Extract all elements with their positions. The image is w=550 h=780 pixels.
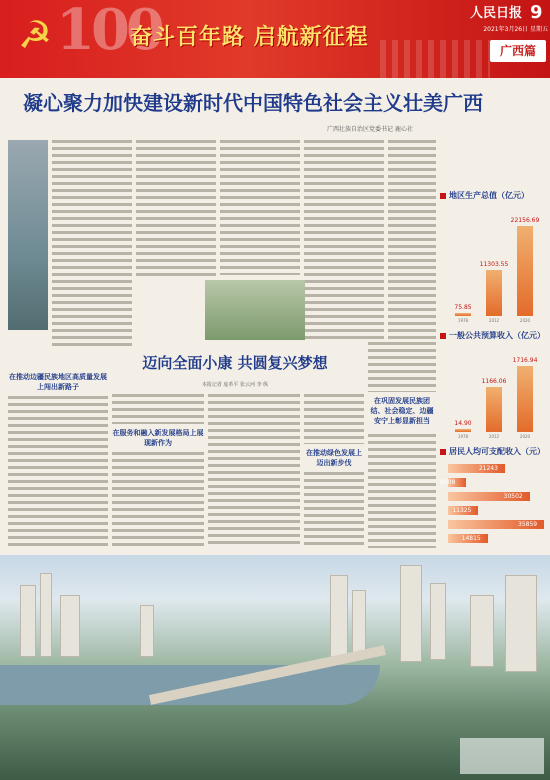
income-value-label: 30502 [503, 493, 523, 500]
building [140, 605, 154, 657]
article-column [368, 434, 436, 548]
article-column [220, 140, 300, 275]
article-column [208, 394, 300, 544]
bullet-icon [440, 193, 446, 199]
bar-category-label: 2020 [519, 318, 531, 323]
article-column [136, 140, 216, 280]
bar-category-label: 2012 [488, 434, 500, 439]
bar-value-label: 11303.55 [479, 261, 509, 269]
building [470, 595, 494, 667]
section-title: 迈向全面小康 共圆复兴梦想 [142, 354, 328, 372]
section-subhead-right: 在巩固发展民族团结、社会稳定、边疆安宁上彰显新担当 [370, 397, 434, 425]
building [60, 595, 80, 657]
chart-income [440, 462, 548, 554]
building [400, 565, 422, 662]
section-subhead-middle1: 在服务和融入新发展格局上展现新作为 [112, 429, 204, 447]
stat-label-revenue [440, 330, 548, 344]
left-photo [8, 140, 48, 330]
building [505, 575, 537, 672]
chart-bar [486, 387, 502, 432]
article-column [304, 472, 364, 548]
stat-label-text: 地区生产总值（亿元） [449, 191, 529, 200]
article-column [368, 342, 436, 392]
section-subhead-middle2: 在推动绿色发展上迈出新步伐 [306, 449, 362, 467]
hammer-sickle-icon: ☭ [17, 13, 53, 57]
article-photo [205, 280, 305, 340]
bar-value-label: 1716.94 [512, 357, 538, 364]
river [0, 665, 380, 705]
chart-bar [517, 366, 533, 432]
bar-category-label: 1978 [457, 434, 469, 439]
article-column [388, 140, 436, 340]
article-column [112, 452, 204, 548]
stat-label-income [440, 446, 548, 460]
building [40, 573, 52, 657]
paper-name: 人民日报 [470, 6, 523, 21]
section-byline: 本报记者 庞革平 张云河 李 纵 [201, 382, 269, 388]
bar-value-label: 22156.69 [510, 217, 540, 224]
building [20, 585, 36, 657]
article-column [304, 394, 364, 444]
chart-gdp [440, 206, 548, 326]
income-value-label: 35859 [518, 521, 538, 528]
stat-label-text: 一般公共预算收入（亿元） [449, 331, 545, 340]
bar-value-label: 75.85 [454, 304, 472, 311]
income-value-label: 14815 [461, 535, 481, 542]
chart-bar [517, 226, 533, 316]
bullet-icon [440, 333, 446, 339]
chart-revenue [440, 346, 548, 442]
bar-category-label: 2020 [519, 434, 531, 439]
bullet-icon [440, 449, 446, 455]
section-subhead-left: 在推动边疆民族地区高质量发展上闯出新路子 [9, 373, 107, 391]
article-column [304, 140, 384, 340]
chart-bar [455, 313, 471, 316]
income-value-label: 11325 [452, 507, 472, 514]
bar-value-label: 1166.06 [481, 378, 507, 386]
chart-bar [486, 270, 502, 316]
date-line: 2021年3月26日 星期五 [483, 26, 548, 33]
article-byline: 广西壮族自治区党委书记 鹿心社 [327, 126, 413, 133]
photo-credits [460, 738, 544, 774]
article-column [52, 140, 132, 350]
section-name: 广西篇 [490, 40, 546, 62]
building [430, 583, 446, 660]
building [352, 590, 366, 657]
main-headline: 凝心聚力加快建设新时代中国特色社会主义壮美广西 [23, 91, 483, 115]
income-value-label: 6008 [440, 479, 456, 486]
bar-value-label: 14.90 [454, 420, 472, 427]
building [330, 575, 348, 657]
stat-label-gdp [440, 190, 548, 204]
article-column [8, 396, 108, 546]
bar-category-label: 1978 [457, 318, 469, 323]
bar-category-label: 2012 [488, 318, 500, 323]
income-value-label: 21243 [478, 465, 498, 472]
page-banner [0, 0, 550, 78]
banner-slogan: 奋斗百年路 启航新征程 [130, 25, 369, 50]
article-column [112, 394, 204, 424]
chart-bar [455, 429, 471, 432]
centenary-watermark: 100 [56, 0, 161, 63]
page-number: 9 [530, 2, 543, 23]
stat-label-text: 居民人均可支配收入（元） [449, 447, 545, 456]
